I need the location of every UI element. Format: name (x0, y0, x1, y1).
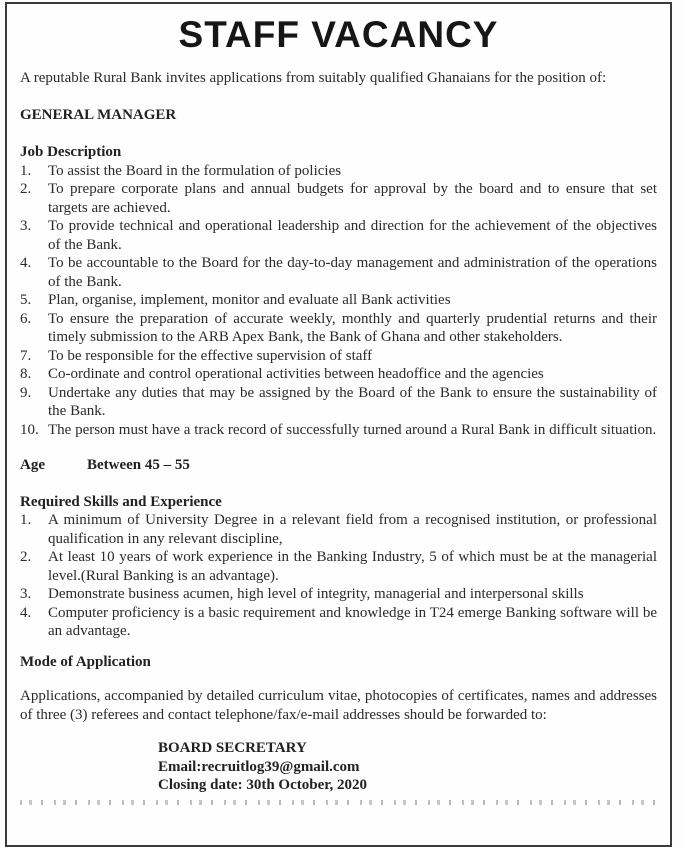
mode-of-application-paragraph: Applications, accompanied by detailed curriculum vitae, photocopies of certificates, names and addresses of three (3) referees and contact telephone/fax/e-mail addresses should be forwarded to: (20, 688, 657, 723)
mode-of-application-heading: Mode of Application (20, 653, 151, 670)
position-heading: GENERAL MANAGER (20, 106, 177, 123)
list-item (20, 254, 657, 291)
age-value: Between 45 – 55 (87, 457, 190, 473)
list-item-text: To provide technical and operational leadership and direction for the achievement of the objectives of the Bank. (48, 218, 657, 253)
list-item-text: Plan, organise, implement, monitor and evaluate all Bank activities (48, 292, 451, 308)
list-item-number: 6. (20, 310, 32, 327)
list-item-number: 1. (20, 162, 32, 179)
contact-email: Email:recruitlog39@gmail.com (158, 758, 360, 775)
list-item (20, 180, 657, 217)
list-item-number: 10. (20, 421, 39, 438)
list-item-text: To prepare corporate plans and annual budgets for approval by the board and to ensure that set targets are achieved. (48, 181, 657, 216)
list-item-number: 7. (20, 347, 32, 364)
vacancy-document (5, 2, 672, 847)
job-description-heading: Job Description (20, 144, 122, 160)
list-item-text: The person must have a track record of successfully turned around a Rural Bank in difficult situation. (48, 421, 657, 438)
list-item (20, 384, 657, 421)
contact-closing-date: Closing date: 30th October, 2020 (158, 777, 368, 793)
skills-heading: Required Skills and Experience (20, 493, 222, 510)
skills-list (20, 511, 657, 641)
list-item-number: 5. (20, 292, 32, 308)
list-item (20, 347, 657, 366)
list-item-number: 1. (20, 512, 32, 528)
list-item-text: To be accountable to the Board for the day-to-day management and administration of the operations of the Bank. (48, 255, 657, 290)
job-description-list (20, 162, 657, 440)
list-item-number: 3. (20, 586, 32, 602)
list-item-text: Co-ordinate and control operational activities between headoffice and the agencies (48, 366, 544, 382)
age-label: Age (20, 457, 45, 473)
list-item-text: A minimum of University Degree in a relevant field from a recognised institution, or professional qualification in any relevant discipline, (48, 512, 657, 547)
list-item (20, 585, 657, 604)
list-item-text: Undertake any duties that may be assigned by the Board of the Bank to ensure the sustainability of the Bank. (48, 384, 657, 419)
clipped-text-remnant (20, 800, 657, 805)
list-item (20, 604, 657, 641)
list-item-number: 3. (20, 218, 32, 234)
list-item (20, 217, 657, 254)
list-item-text: At least 10 years of work experience in the Banking Industry, 5 of which must be at the managerial level.(Rural Banking is an advantage). (48, 549, 657, 584)
list-item (20, 548, 657, 585)
list-item-number: 4. (20, 604, 32, 621)
list-item-number: 8. (20, 366, 32, 382)
list-item-text: Computer proficiency is a basic requirement and knowledge in T24 emerge Banking software will be an advantage. (48, 604, 657, 639)
list-item-text: To assist the Board in the formulation of policies (48, 162, 342, 179)
list-item-text: To be responsible for the effective supervision of staff (48, 347, 373, 364)
list-item (20, 310, 657, 347)
contact-block (158, 739, 657, 795)
list-item-number: 4. (20, 255, 32, 271)
list-item-text: Demonstrate business acumen, high level of integrity, managerial and interpersonal skills (48, 586, 584, 602)
list-item-number: 9. (20, 384, 32, 401)
list-item (20, 421, 657, 440)
contact-recipient: BOARD SECRETARY (158, 740, 307, 756)
list-item-text: To ensure the preparation of accurate weekly, monthly and quarterly prudential returns and their timely submission to the ARB Apex Bank, the Bank of Ghana and other stakeholders. (48, 310, 657, 345)
list-item (20, 365, 657, 384)
list-item (20, 291, 657, 310)
list-item (20, 511, 657, 548)
list-item (20, 162, 657, 181)
age-row (20, 456, 657, 475)
document-title: STAFF VACANCY (178, 14, 499, 55)
list-item-number: 2. (20, 549, 32, 565)
list-item-number: 2. (20, 181, 32, 197)
intro-paragraph: A reputable Rural Bank invites applications from suitably qualified Ghanaians for the position of: (20, 70, 607, 86)
